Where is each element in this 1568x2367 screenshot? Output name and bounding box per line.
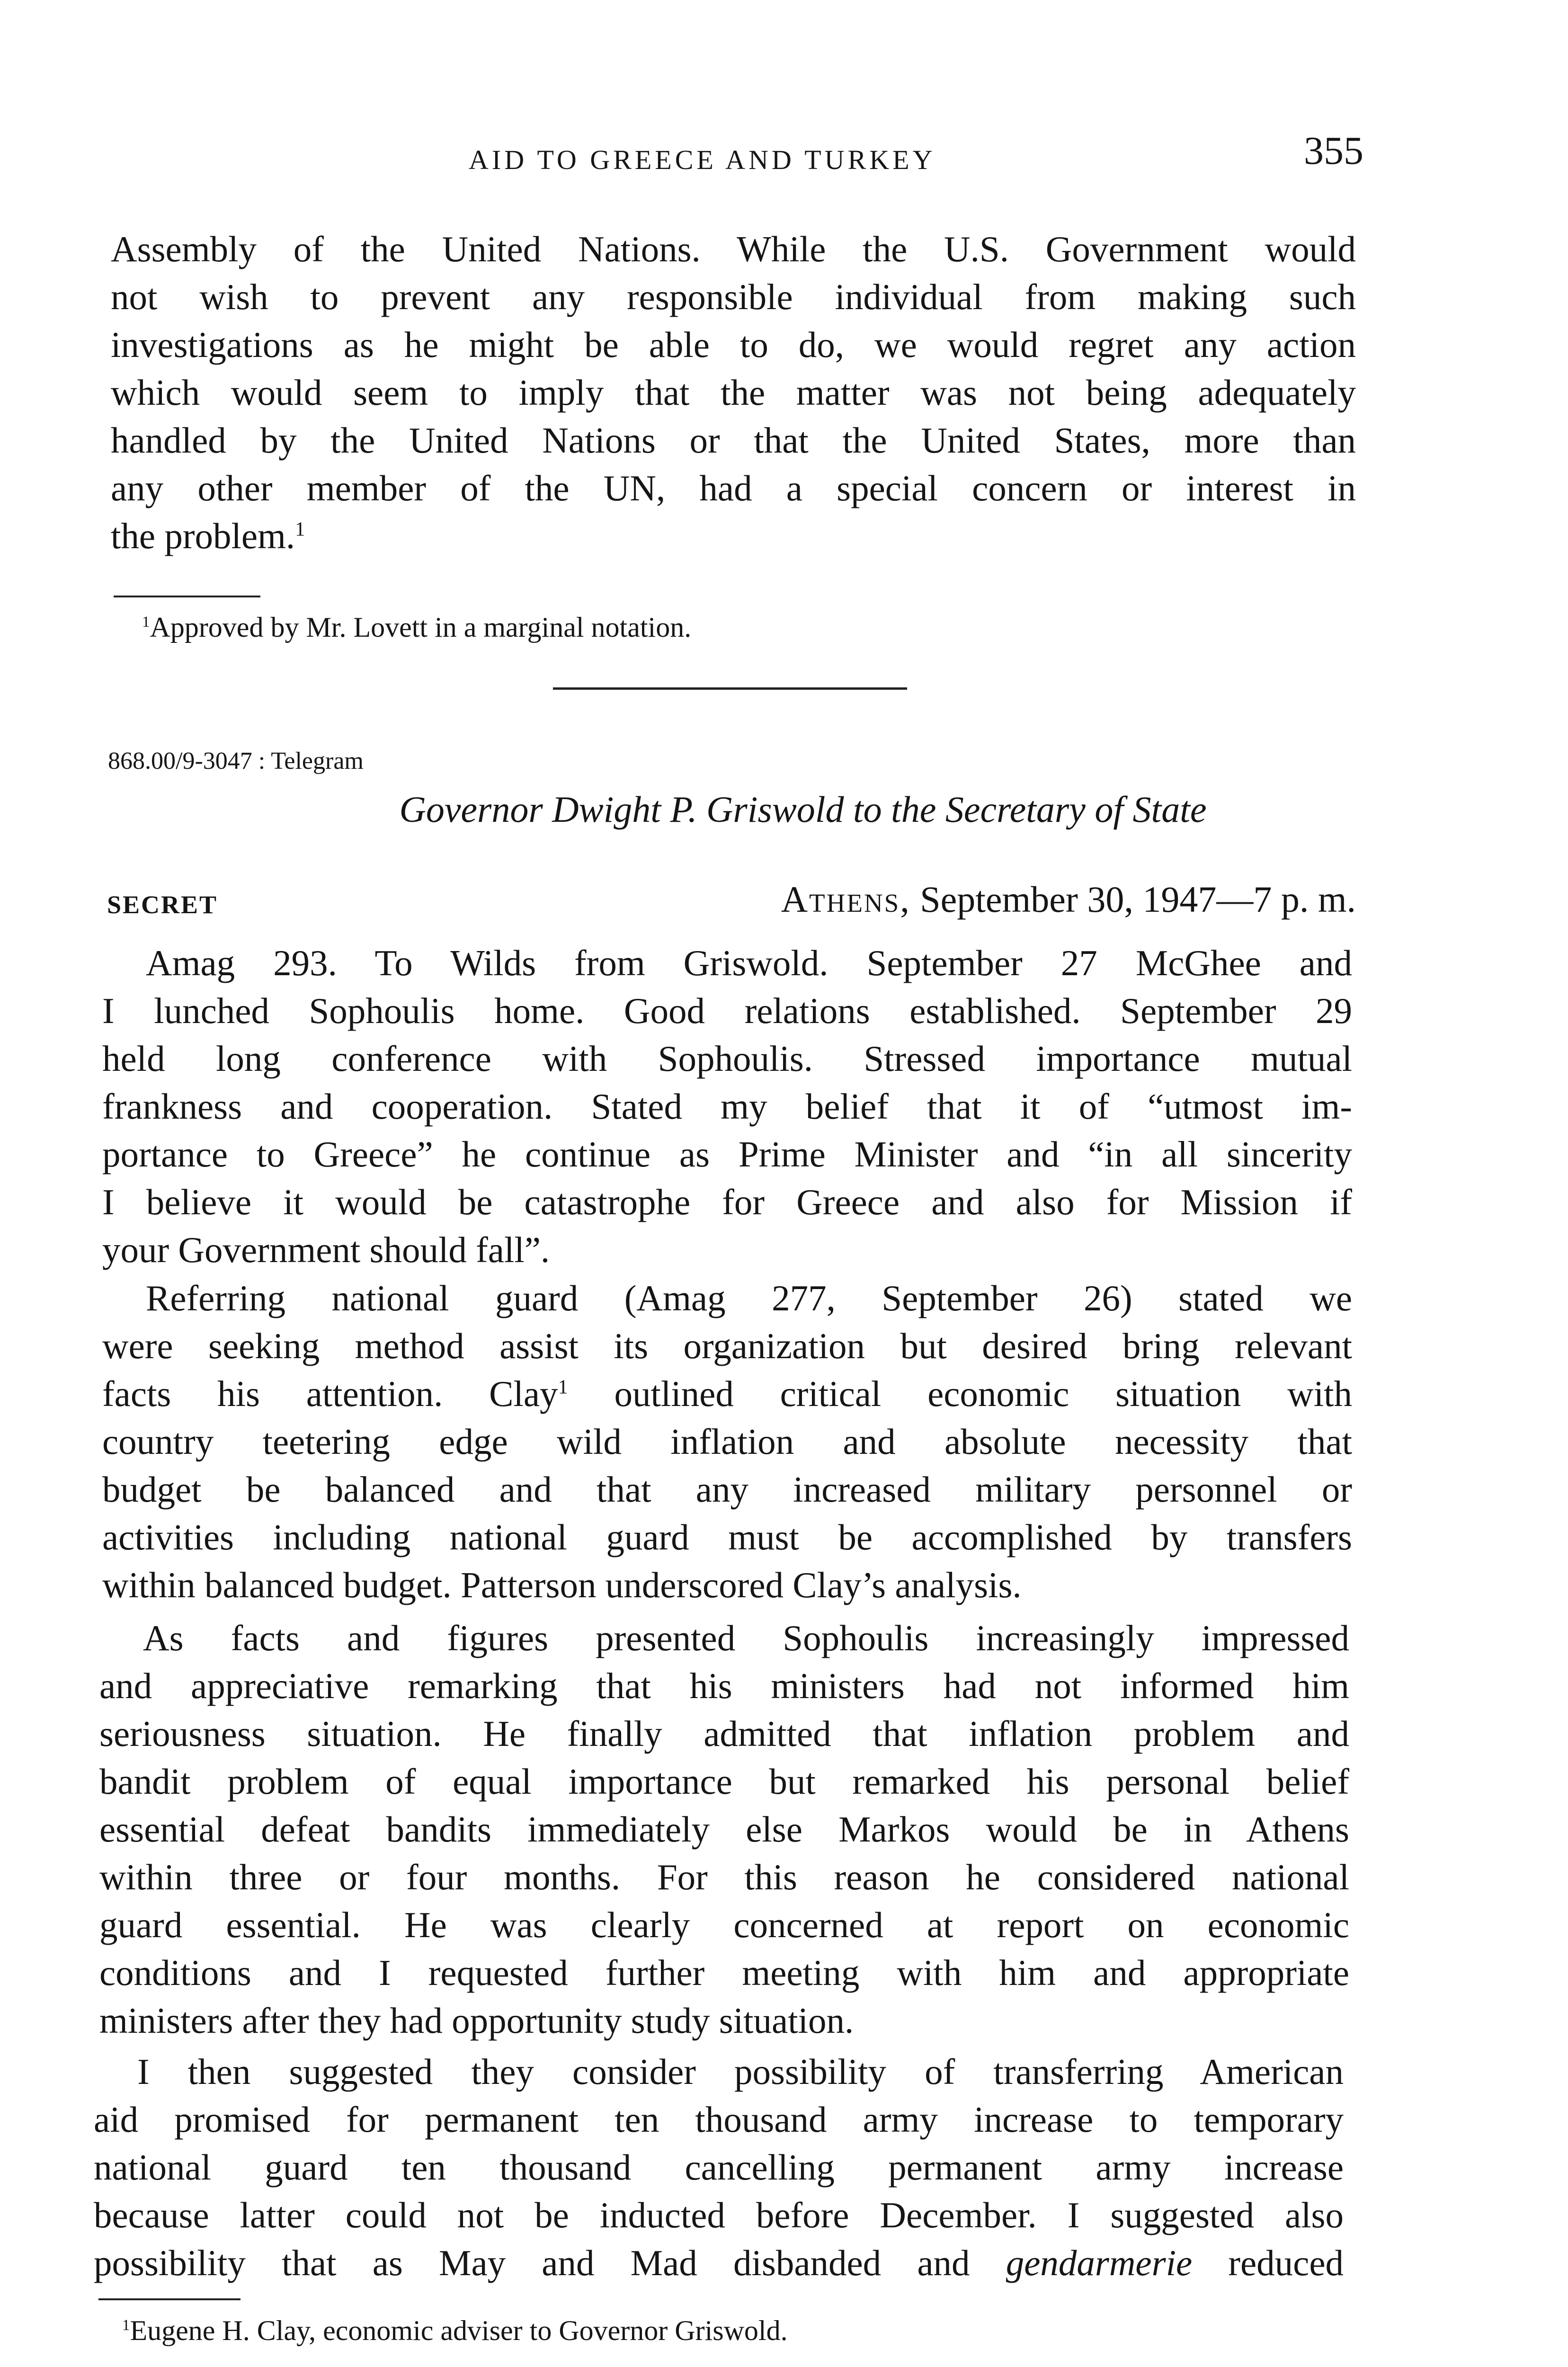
text-line: not wish to prevent any responsible individual from making such <box>111 276 1356 317</box>
body-paragraph-1 <box>102 939 1352 1274</box>
section-divider <box>553 687 907 690</box>
text-line: because latter could not be inducted before December. I suggested also <box>94 2195 1344 2235</box>
body-paragraph-3 <box>99 1614 1349 2045</box>
footnote-lovett: $^1$Approved by Mr. Lovett in a marginal notation. <box>142 612 692 643</box>
text-line: investigations as he might be able to do, we would regret any action <box>111 324 1356 365</box>
text-line: national guard ten thousand cancelling permanent army increase <box>94 2147 1344 2188</box>
text-line: guard essential. He was clearly concerned at report on economic <box>99 1904 1349 1945</box>
text-line: Referring national guard (Amag 277, September 26) stated we <box>146 1278 1352 1318</box>
text-line: Amag 293. To Wilds from Griswold. September 27 McGhee and <box>146 943 1352 983</box>
text-line: the problem.$^1$ <box>111 516 305 556</box>
text-line: any other member of the UN, had a special concern or interest in <box>111 468 1356 508</box>
classification-label: SECRET <box>107 890 218 919</box>
continued-paragraph <box>111 225 1356 560</box>
file-reference: 868.00/9-3047 : Telegram <box>108 747 364 774</box>
text-line: frankness and cooperation. Stated my belief that it of “utmost im- <box>102 1086 1352 1127</box>
dateline-time: September 30, 1947—7 p. m. <box>920 879 1356 920</box>
document-title: Governor Dwight P. Griswold to the Secretary of State <box>399 789 1207 830</box>
body-paragraph-4 <box>94 2048 1344 2287</box>
text-line: I lunched Sophoulis home. Good relations established. September 29 <box>102 990 1352 1031</box>
text-line: I believe it would be catastrophe for Greece and also for Mission if <box>102 1182 1352 1222</box>
footnote-rule <box>114 596 260 597</box>
footnote-marker[interactable]: 1 <box>558 1376 568 1398</box>
text-line: aid promised for permanent ten thousand army increase to temporary <box>94 2099 1344 2140</box>
text-line: which would seem to imply that the matter was not being adequately <box>111 372 1356 413</box>
footnote-rule <box>98 2298 241 2300</box>
text-line: ministers after they had opportunity study situation. <box>99 2000 854 2041</box>
text-line: essential defeat bandits immediately else Markos would be in Athens <box>99 1809 1349 1850</box>
text-line: As facts and figures presented Sophoulis increasingly impressed <box>143 1618 1349 1658</box>
page-header <box>109 128 1363 185</box>
text-line: seriousness situation. He finally admitted that inflation problem and <box>99 1713 1349 1754</box>
text-line: facts his attention. Clay$^1$ outlined critical economic situation with <box>102 1373 1352 1414</box>
text-line: budget be balanced and that any increased military personnel or <box>102 1469 1352 1510</box>
text-line: handled by the United Nations or that the United States, more than <box>111 420 1356 461</box>
text-line: conditions and I requested further meeting with him and appropriate <box>99 1952 1349 1993</box>
text-line: portance to Greece” he continue as Prime Minister and “in all sincerity <box>102 1134 1352 1175</box>
footnote-marker[interactable]: 1 <box>295 518 305 541</box>
footnote-number: 1 <box>122 2317 130 2334</box>
dateline-place: Athens, <box>781 879 911 920</box>
text-line: bandit problem of equal importance but remarked his personal belief <box>99 1761 1349 1802</box>
footnote-number: 1 <box>142 614 150 631</box>
running-head: AID TO GREECE AND TURKEY <box>469 144 936 175</box>
text-line: your Government should fall”. <box>102 1229 550 1270</box>
text-line: were seeking method assist its organization but desired bring relevant <box>102 1326 1352 1366</box>
body-paragraph-2 <box>102 1274 1352 1609</box>
text-line: held long conference with Sophoulis. Stressed importance mutual <box>102 1038 1352 1079</box>
dateline <box>781 878 1356 921</box>
text-line: within balanced budget. Patterson underscored Clay’s analysis. <box>102 1565 1022 1605</box>
text-line: Assembly of the United Nations. While the U.S. Government would <box>111 229 1356 269</box>
footnote-clay: $^1$Eugene H. Clay, economic adviser to Governor Griswold. <box>122 2315 788 2346</box>
text-line: and appreciative remarking that his ministers had not informed him <box>99 1665 1349 1706</box>
text-line: I then suggested they consider possibility of transferring American <box>137 2051 1344 2092</box>
page-number: 355 <box>1304 129 1363 173</box>
text-line: country teetering edge wild inflation and absolute necessity that <box>102 1421 1352 1462</box>
text-line: possibility that as May and Mad disbanded and gendarmerie reduced <box>94 2242 1344 2283</box>
text-line: within three or four months. For this reason he considered national <box>99 1857 1349 1897</box>
text-line: activities including national guard must be accomplished by transfers <box>102 1517 1352 1557</box>
